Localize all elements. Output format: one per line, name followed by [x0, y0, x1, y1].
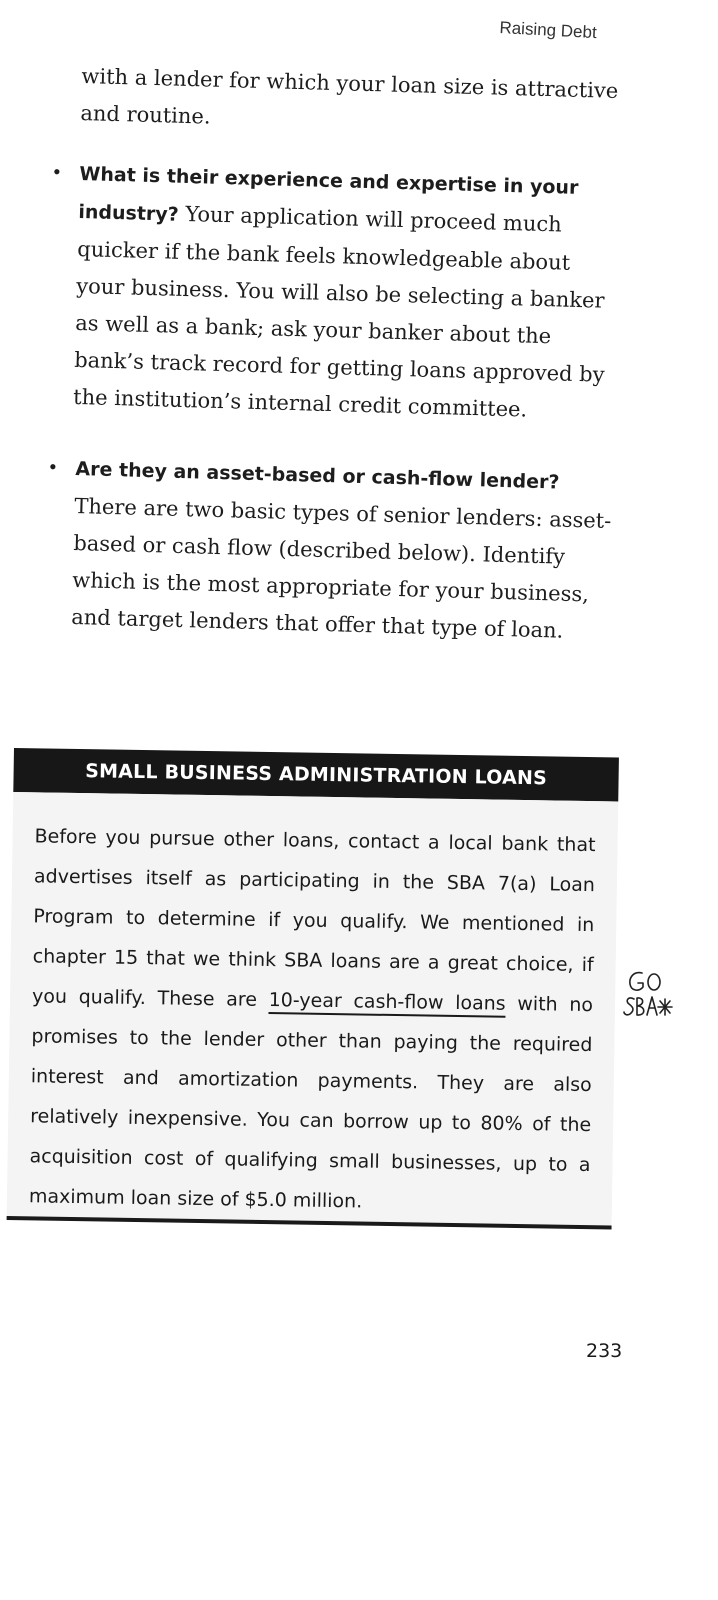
sidebar-text-end: with no promises to the lender other than paying the required interest and amortization payments. They are also relatively inexpensive. You can borrow up to 80% of the acquisition cost of qualifying small businesses, up to a maximum loan size of $5.0 million. [28, 992, 594, 1213]
sidebar-body [7, 792, 619, 1225]
page-number: 233 [586, 1340, 623, 1362]
sidebar-paragraph [29, 816, 596, 1225]
bullet-text: Your application will proceed much quicker if the bank feels knowledgeable about your business. You will also be selecting a banker as well as a bank; ask your banker about the bank’s track record for getting loans approved by the institution’s internal credit committee. [72, 201, 605, 422]
continuation-paragraph: with a lender for which your loan size is attractive and routine. [80, 63, 619, 129]
handwritten-note [620, 965, 700, 1025]
sidebar-text-start: Before you pursue other loans, contact a local bank that advertises itself as participating in the SBA 7(a) Loan Program to determine if you qualify. We mentioned in chapter 15 that we think SBA loans are a great choice, if you qualify. These are [31, 825, 596, 1012]
running-head: Raising Debt [499, 18, 598, 43]
handwritten-go-sba-annotation [620, 965, 700, 1025]
bullet-text: There are two basic types of senior lenders: asset-based or cash flow (described below). Identify which is the most appropriate for your business, and target lenders that offer that type of loan. [71, 493, 612, 643]
bullet-marker: • [51, 162, 63, 184]
bullet-item-industry-experience [51, 155, 620, 431]
sidebar-title: SMALL BUSINESS ADMINISTRATION LOANS [13, 748, 619, 801]
bullet-lead: Are they an asset-based or cash-flow lender? [75, 457, 560, 494]
bullet-marker: • [47, 457, 59, 479]
bullet-lead: What is their experience and expertise in your industry? [78, 162, 579, 226]
sba-loans-sidebar [6, 748, 619, 1267]
underlined-phrase: 10-year cash-flow loans [268, 989, 506, 1015]
bullet-item-lender-type [47, 450, 616, 651]
